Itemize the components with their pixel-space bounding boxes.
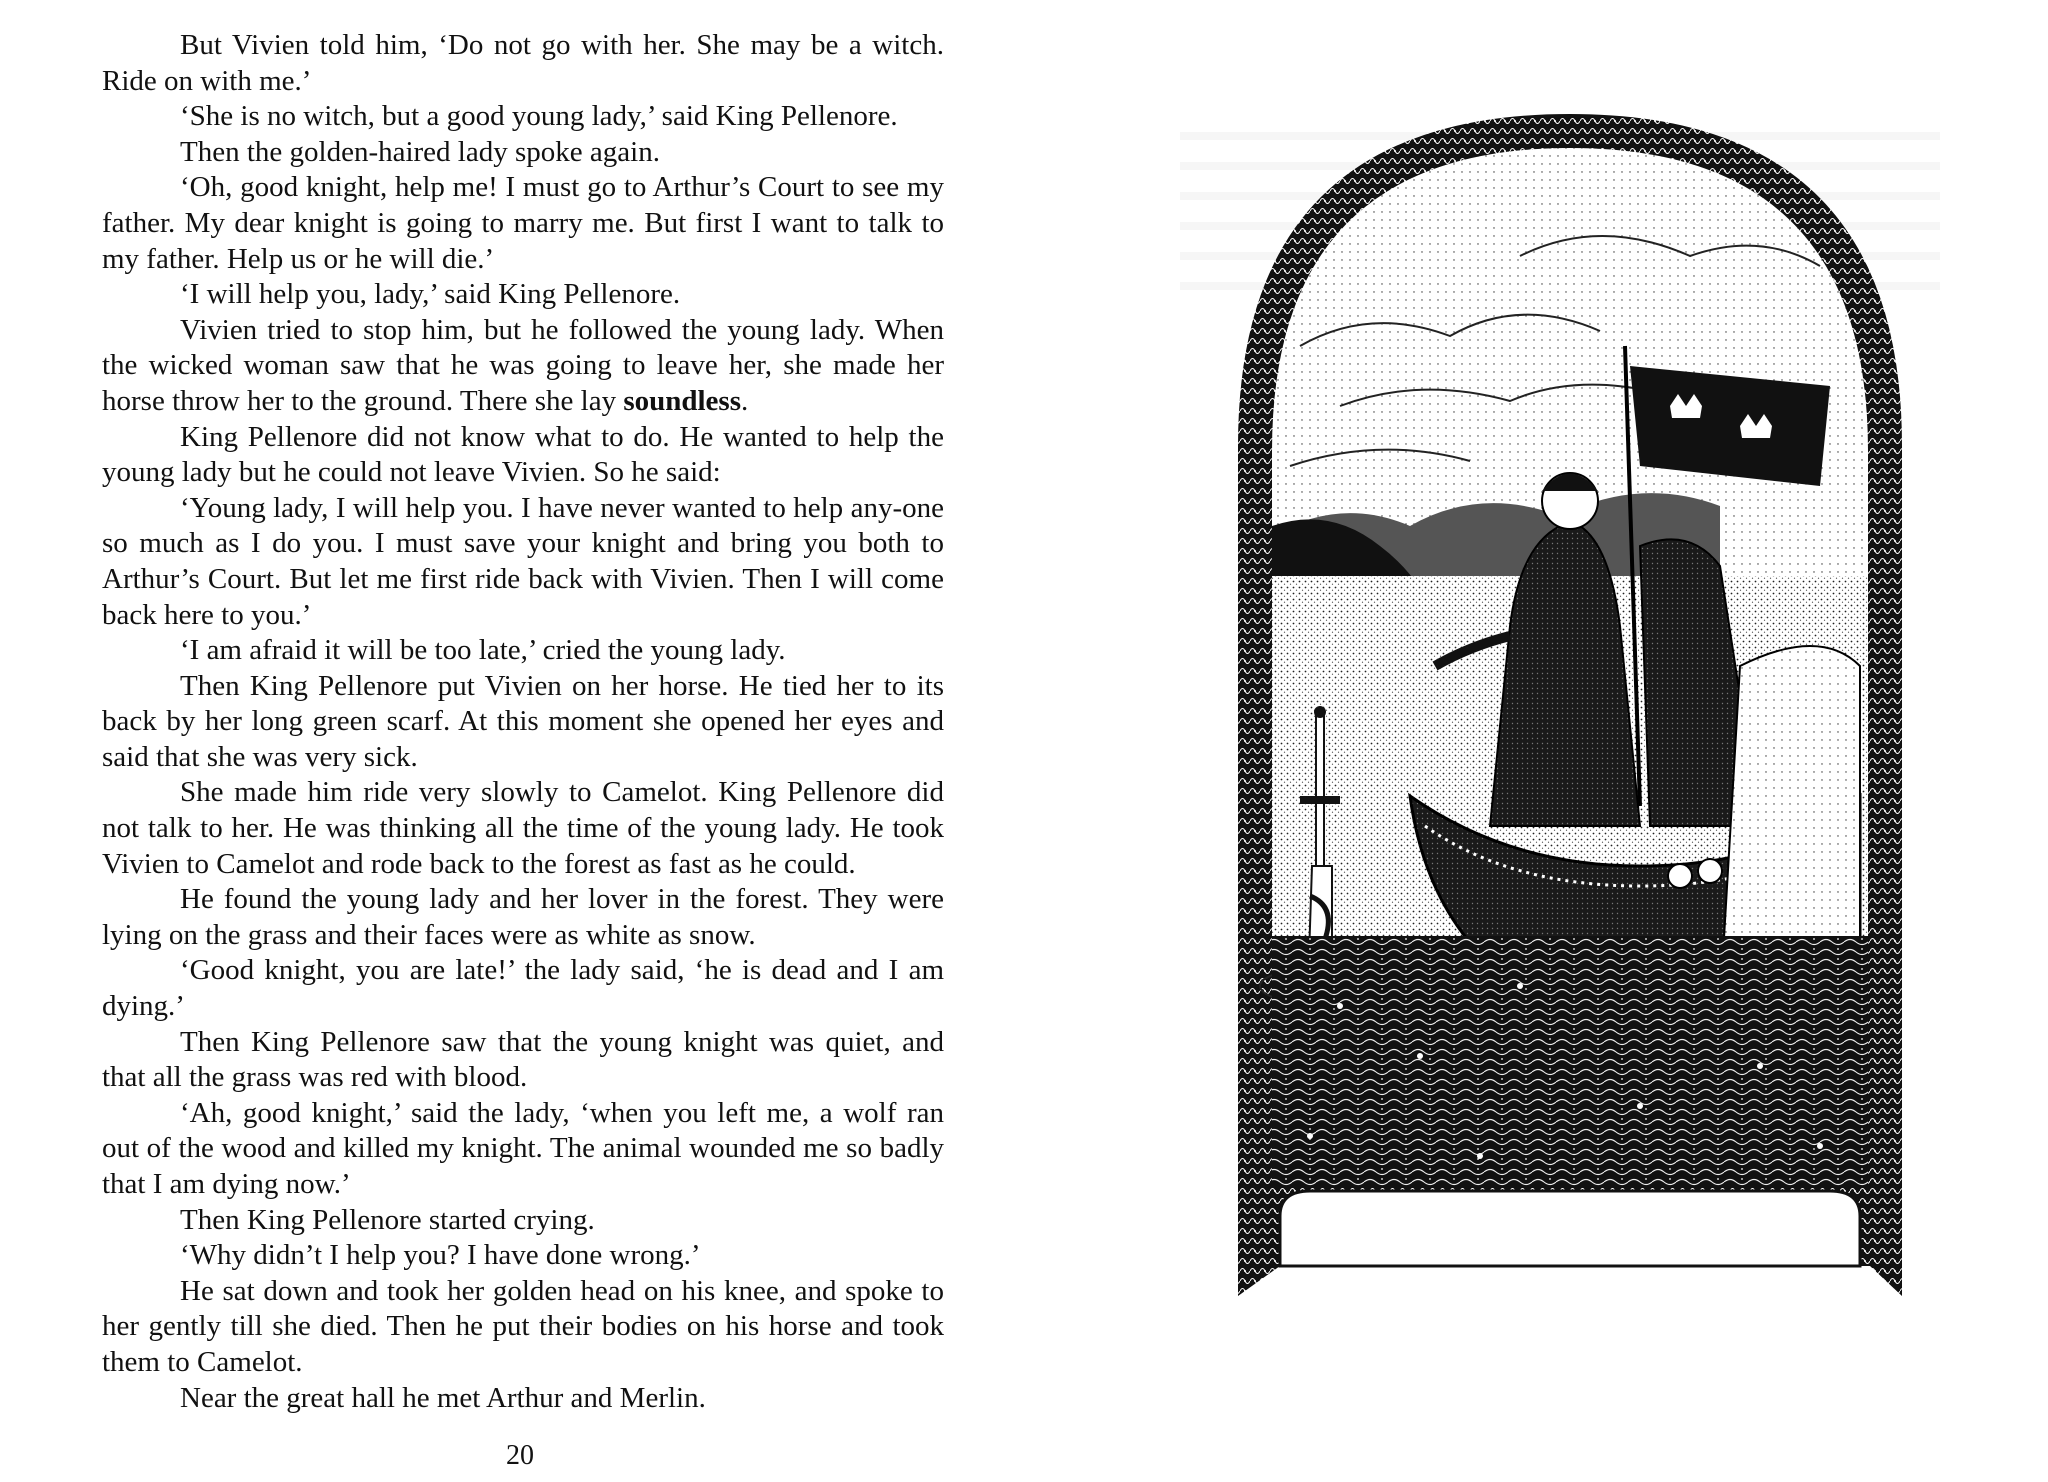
arthurian-boat-illustration <box>1220 106 1920 1302</box>
paragraph: ‘I will help you, lady,’ said King Pellenore. <box>180 278 681 311</box>
paragraph: ‘Ah, good knight,’ said the lady, ‘when you left me, a wolf ran out of the wood and killed my knight. The animal wounded me so badly that I am dying now.’ <box>102 1096 944 1200</box>
paragraph: But Vivien told him, ‘Do not go with her. She may be a witch. Ride on with me.’ <box>102 29 944 97</box>
crown-banner <box>1630 366 1830 486</box>
paragraph: ‘Oh, good knight, help me! I must go to Arthur’s Court to see my father. My dear knight is going to marry me. But first I want to talk to my father. Help us or he will die.’ <box>102 171 944 275</box>
left-page-text <box>102 28 944 1416</box>
bold-word: soundless <box>623 384 741 417</box>
paragraph: He sat down and took her golden head on his knee, and spoke to her gently till she died. Then he put their bodies on his horse and took them to Camelot. <box>102 1274 944 1378</box>
paragraph: Then King Pellenore started crying. <box>180 1203 595 1236</box>
page-number: 20 <box>506 1440 534 1471</box>
paragraph: Near the great hall he met Arthur and Merlin. <box>180 1381 706 1414</box>
paragraph: ‘Young lady, I will help you. I have never wanted to help any-one so much as I do you. I must save your knight and bring you both to Arthur’s Court. But let me first ride back with Vivien. Then I will come back here to you.’ <box>102 491 944 631</box>
paragraph: King Pellenore did not know what to do. He wanted to help the young lady but he could not leave Vivien. So he said: <box>102 420 944 489</box>
caption-panel <box>1280 1191 1860 1266</box>
paragraph-text: Vivien tried to stop him, but he followed the young lady. When the wicked woman saw that he was going to leave her, she made her horse throw her to the ground. There she lay <box>102 313 944 417</box>
waves <box>1272 936 1868 1186</box>
paragraph: He found the young lady and her lover in the forest. They were lying on the grass and their faces were as white as snow. <box>102 883 944 951</box>
paragraph: Then King Pellenore saw that the young knight was quiet, and that all the grass was red with blood. <box>102 1025 944 1094</box>
paragraph <box>102 313 944 420</box>
paragraph: ‘Why didn’t I help you? I have done wrong.’ <box>180 1239 701 1272</box>
paragraph: ‘I am afraid it will be too late,’ cried the young lady. <box>180 634 786 667</box>
paragraph: ‘She is no witch, but a good young lady,’ said King Pellenore. <box>180 100 898 133</box>
paragraph: Then King Pellenore put Vivien on her horse. He tied her to its back by her long green scarf. At this moment she opened her eyes and said that she was very sick. <box>102 669 944 773</box>
paragraph: ‘Good knight, you are late!’ the lady said, ‘he is dead and I am dying.’ <box>102 954 944 1023</box>
paragraph-text: . <box>741 384 749 417</box>
paragraph: She made him ride very slowly to Camelot. King Pellenore did not talk to her. He was thinking all the time of the young lady. He took Vivien to Camelot and rode back to the forest as fast as he could. <box>102 776 944 880</box>
paragraph: Then the golden-haired lady spoke again. <box>180 135 660 168</box>
